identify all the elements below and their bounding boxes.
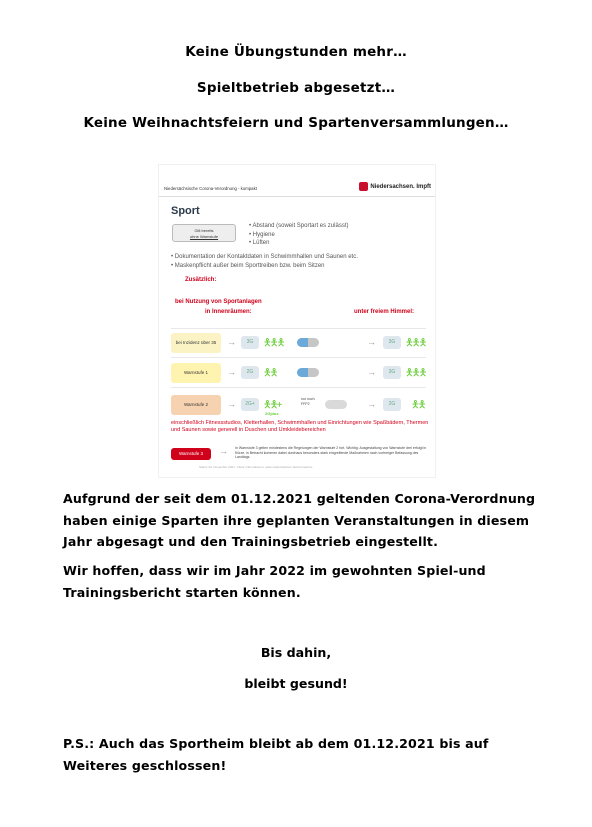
arrow-icon: →: [227, 367, 236, 377]
facilities-note: einschließlich Fitnessstudios, Kletterhallen, Schwimmhallen und Einrichtungen wie Spaßbädern, Thermen und Saunen sowie generell in Duschen und Umkleidebereichen: [171, 420, 429, 433]
baseline-rules: • Abstand (soweit Sportart es zulässt) • Hygiene • Lüften: [249, 223, 349, 246]
row-warnstufe-2: [171, 395, 426, 415]
closing-line-1: Bis dahin,: [260, 645, 332, 660]
badge: Warnstufe 2: [171, 395, 221, 415]
row-warnstufe-3: [171, 445, 426, 463]
arrow-icon: →: [367, 367, 376, 377]
arrow-icon: →: [367, 337, 376, 347]
arrow-icon: →: [219, 446, 228, 456]
infographic-header: Niedersächsische Corona-Verordnung - kompakt: [164, 186, 257, 191]
corona-infographic: [158, 164, 436, 478]
people-icon: 🯅🯅🯅: [263, 338, 284, 349]
arrow-icon: →: [367, 399, 376, 409]
arrow-icon: →: [227, 337, 236, 347]
zusaetzlich-label: Zusätzlich:: [185, 277, 217, 283]
mask-icon: [297, 368, 319, 377]
bei-nutzung-label: bei Nutzung von Sportanlagen: [175, 299, 262, 305]
baseline-pill: Gilt bereits ohne Warnstufe: [172, 224, 236, 242]
divider: [171, 357, 426, 358]
people-icon: 🯅🯅🯅: [405, 368, 426, 379]
badge: bei Inzidenz über 35: [171, 333, 221, 353]
home-icon: 2G: [241, 366, 259, 379]
heading-2: Spieltbetrieb abgesetzt…: [196, 80, 396, 96]
people-icon: 🯅🯅: [411, 400, 425, 411]
ws3-text: In Warnstufe 3 gelten mindestens die Regelungen der Warnstufe 2 fort. Wichtig: Ausgestaltung von Warnstufe drei erfolgt in Kürze, in Betracht kommen dabei durchaus besonders stark eingreifende Maßnahmen nach vorheriger Befassung des Landtags.: [235, 446, 427, 459]
people-icon: 🯅🯅+: [263, 400, 281, 411]
postscript: P.S.: Auch das Sportheim bleibt ab dem 01.12.2021 bis auf Weiteres geschlossen!: [63, 736, 489, 773]
cloud-icon: 2G: [383, 398, 401, 411]
home-icon: 2G+: [241, 398, 259, 411]
row-warnstufe-1: [171, 363, 426, 383]
heading-1: Keine Übungstunden mehr…: [185, 44, 407, 60]
general-rules: • Dokumentation der Kontaktdaten in Schwimmhallen und Saunen etc. • Maskenpflicht außer beim Sporttreiben bzw. beim Sitzen: [171, 254, 358, 269]
people-icon: 🯅🯅: [263, 368, 277, 379]
paragraph-corona: Aufgrund der seit dem 01.12.2021 geltenden Corona-Verordnung haben einige Sparten ihre geplanten Veranstaltungen in diesem Jahr abgesagt und den Trainingsbetrieb eingestellt.: [63, 491, 536, 549]
divider: [171, 387, 426, 388]
2gplus-label: 2Gplus: [265, 411, 279, 416]
paragraph-hope: Wir hoffen, dass wir im Jahr 2022 im gewohnten Spiel-und Trainingsbericht starten können.: [63, 563, 486, 600]
innen-label: in Innenräumen:: [205, 309, 252, 315]
divider: [171, 328, 426, 329]
ffp2-label: nur noch FFP2: [301, 397, 315, 406]
ffp2-mask-icon: [325, 400, 347, 409]
mask-icon: [297, 338, 319, 347]
sport-title: Sport: [171, 205, 200, 217]
heading-3: Keine Weihnachtsfeiern und Spartenversammlungen…: [83, 115, 509, 131]
aussen-label: unter freiem Himmel:: [354, 309, 415, 315]
badge: Warnstufe 1: [171, 363, 221, 383]
closing-line-2: bleibt gesund!: [244, 676, 348, 691]
cloud-icon: 3G: [383, 336, 401, 349]
arrow-icon: →: [227, 399, 236, 409]
horse-icon: [359, 182, 368, 191]
niedersachsen-logo: Niedersachsen. Impft: [359, 182, 431, 191]
infographic-footer: Stand: 24. November 2021 - Mehr Informationen: www.niedersachsen.de/coronavirus: [199, 465, 313, 469]
people-icon: 🯅🯅🯅: [405, 338, 426, 349]
divider: [159, 196, 435, 197]
row-inzidenz: [171, 333, 426, 353]
home-icon: 3G: [241, 336, 259, 349]
cloud-icon: 3G: [383, 366, 401, 379]
badge: Warnstufe 3: [171, 448, 211, 460]
